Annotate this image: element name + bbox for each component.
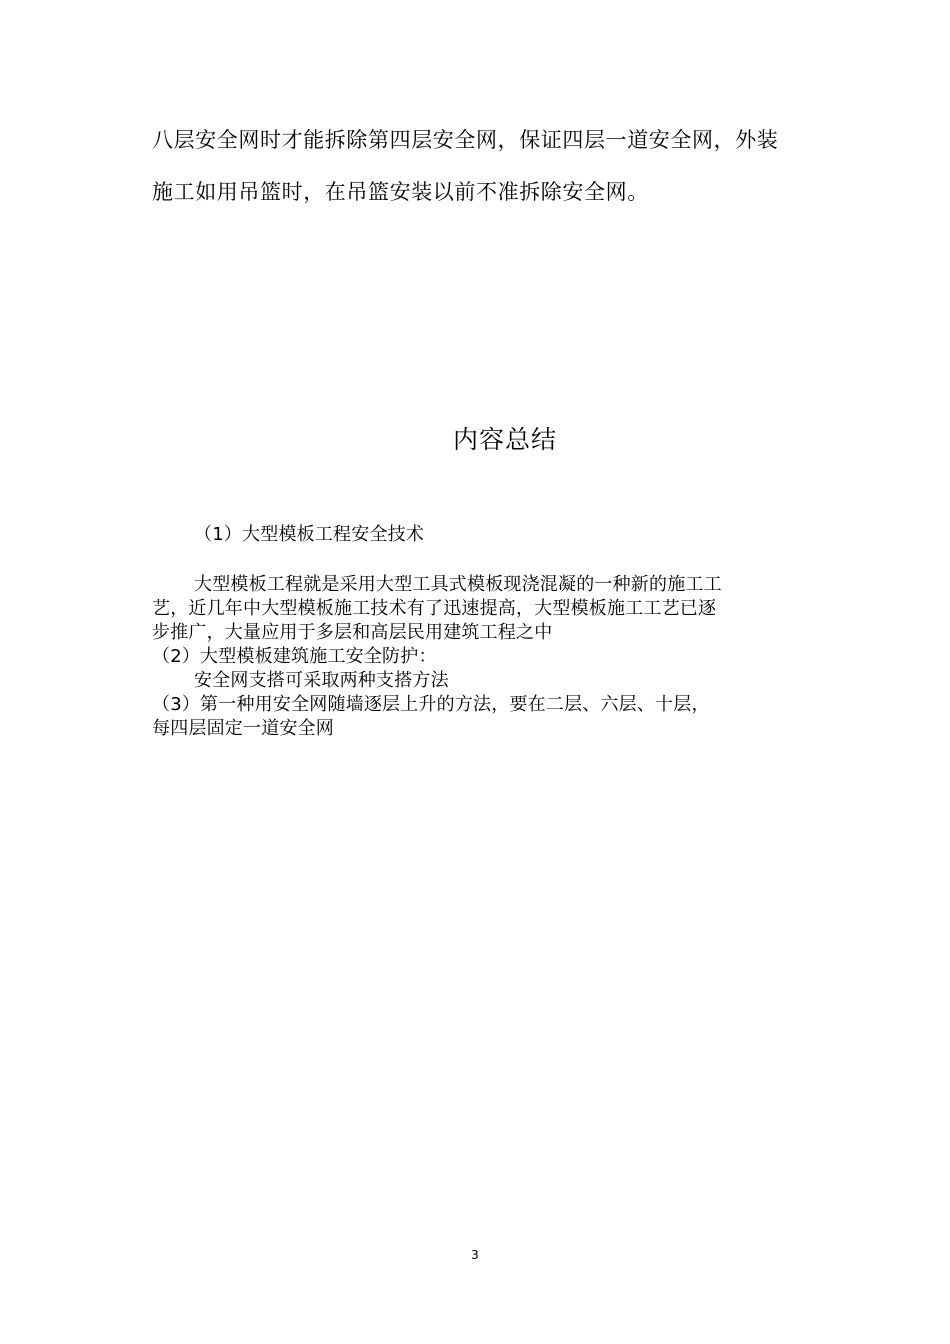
summary-paragraph-line: 大型模板工程就是采用大型工具式模板现浇混凝的一种新的施工工 (194, 574, 722, 595)
summary-paragraph-line: 艺，近几年中大型模板施工技术有了迅速提高，大型模板施工工艺已逐 (152, 598, 717, 619)
body-text-line-2: 施工如用吊篮时，在吊篮安装以前不准拆除安全网。 (152, 180, 649, 204)
body-text-line-1: 八层安全网时才能拆除第四层安全网，保证四层一道安全网，外装 (152, 128, 779, 152)
page-number: 3 (471, 1248, 479, 1262)
summary-paragraph-line: 安全网支搭可采取两种支搭方法 (194, 670, 449, 691)
summary-item-3-heading: （3）第一种用安全网随墙逐层上升的方法，要在二层、六层、十层， (152, 694, 710, 715)
summary-item-2-heading: （2）大型模板建筑施工安全防护： (152, 646, 437, 667)
summary-paragraph-line: 每四层固定一道安全网 (152, 718, 334, 739)
summary-item-1-heading: （1）大型模板工程安全技术 (194, 524, 425, 545)
summary-title: 内容总结 (452, 425, 557, 454)
summary-paragraph-line: 步推广，大量应用于多层和高层民用建筑工程之中 (152, 622, 553, 643)
